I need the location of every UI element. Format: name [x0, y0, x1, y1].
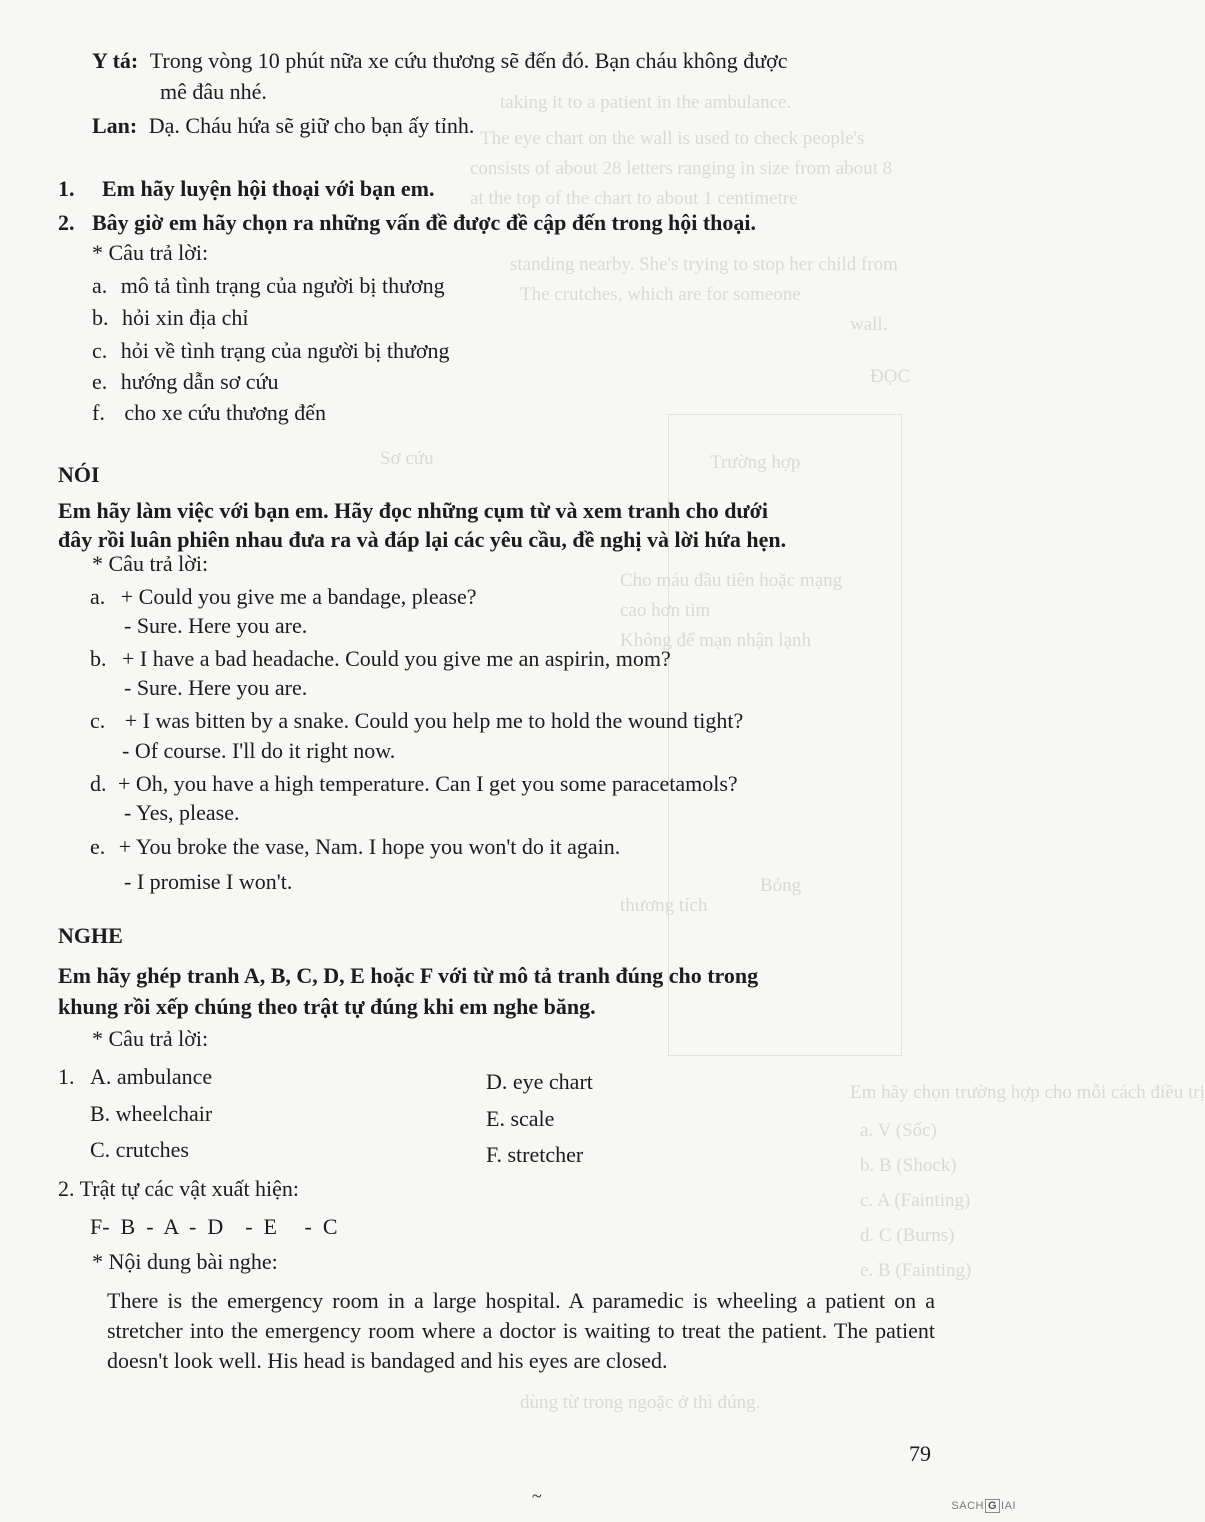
exchange-request: + I have a bad headache. Could you give me an aspirin, mom? [122, 646, 671, 671]
task-2 [58, 208, 756, 238]
match-item: B. wheelchair [90, 1101, 213, 1126]
brand-text-pre: SACH [951, 1500, 984, 1512]
exchange-response: - Sure. Here you are. [124, 613, 308, 638]
exchange-question [90, 706, 743, 736]
exchange-question [90, 832, 620, 862]
answer-text: hỏi xin địa chỉ [122, 305, 249, 330]
task-1 [58, 174, 434, 204]
answer-item [92, 303, 248, 333]
exchange-response: - Of course. I'll do it right now. [122, 738, 396, 763]
exchange-question [90, 582, 477, 612]
task-1-text: Em hãy luyện hội thoại với bạn em. [102, 176, 435, 201]
match-item: C. crutches [90, 1137, 189, 1162]
match-item: F. stretcher [486, 1142, 584, 1167]
exchange-request: + You broke the vase, Nam. I hope you won't do it again. [118, 834, 621, 859]
exchange-response: - Sure. Here you are. [124, 675, 308, 700]
nghe-answer-label: * Câu trả lời: [92, 1026, 209, 1051]
noi-instruction-line-1: Em hãy làm việc với bạn em. Hãy đọc những cụm từ và xem tranh cho dưới [58, 498, 768, 523]
brand-text-post: IAI [1001, 1500, 1016, 1512]
dialogue-line-lan [92, 111, 474, 141]
answer-letter: c. [92, 338, 108, 363]
listening-passage: There is the emergency room in a large hospital. A paramedic is wheeling a patient on a stretcher into the emergency room where a doctor is waiting to treat the patient. The patient doesn't look well. His head is bandaged and his eyes are closed. [107, 1288, 935, 1373]
q2-text: 2. Trật tự các vật xuất hiện: [58, 1176, 300, 1201]
task-1-number: 1. [58, 176, 75, 201]
q1-number: 1. [58, 1064, 75, 1089]
nghe-instruction-line-2: khung rồi xếp chúng theo trật tự đúng khi em nghe băng. [58, 994, 596, 1019]
order-sequence: F- B - A - D - E - C [90, 1214, 338, 1239]
answer-item [92, 398, 326, 428]
exchange-label: e. [90, 834, 106, 859]
brand-logo-box: G [985, 1499, 1000, 1513]
answer-item [92, 367, 278, 397]
exchange-label: c. [90, 708, 106, 733]
task-2-text: Bây giờ em hãy chọn ra những vấn đề được đề cập đến trong hội thoại. [92, 210, 757, 235]
exchange-request: + I was bitten by a snake. Could you help me to hold the wound tight? [124, 708, 744, 733]
exchange-request: + Oh, you have a high temperature. Can I get you some paracetamols? [118, 771, 738, 796]
exchange-request: + Could you give me a bandage, please? [120, 584, 477, 609]
exchange-question [90, 644, 671, 674]
match-item: E. scale [486, 1106, 555, 1131]
answer-item [92, 336, 450, 366]
answer-item [92, 271, 445, 301]
exchange-label: d. [90, 771, 107, 796]
nurse-text: Trong vòng 10 phút nữa xe cứu thương sẽ đến đó. Bạn cháu không được [149, 48, 788, 73]
scan-mark: ~ [532, 1486, 542, 1506]
speaker-nurse: Y tá: [92, 48, 139, 73]
answer-letter: e. [92, 369, 108, 394]
task-2-number: 2. [58, 210, 75, 235]
page-number: 79 [909, 1441, 931, 1466]
task-answer-label: * Câu trả lời: [92, 240, 209, 265]
dialogue-line-nurse [92, 46, 788, 76]
noi-instruction-line-2: đây rồi luân phiên nhau đưa ra và đáp lại các yêu cầu, đề nghị và lời hứa hẹn. [58, 527, 787, 552]
exchange-question [90, 769, 738, 799]
exchange-label: b. [90, 646, 107, 671]
answer-text: hướng dẫn sơ cứu [120, 369, 279, 394]
document-page: taking it to a patient in the ambulance. The eye chart on the wall is used to check people's consists of about 28 letters ranging in size from about 8 at the top of the chart to about 1 centimetre standing nearby. She's trying to stop her child from The crutches, which are for someone wall. ĐỌC Trường hợp Sơ cứu Cho máu đầu tiên hoặc mạng cao hơn tim Không để mạn nhận lạnh Bỏng thương tích Em hãy chọn trường hợp cho mỗi cách điều trị a. V (Sốc) b. B (Shock) c. A (Fainting) d. C (Burns) e. B (Fainting) dùng từ trong ngoặc ở thì đúng. Y tá: Trong vòng 10 phút nữa xe cứu thương sẽ đến đó. Bạn cháu không được mê đâu nhé. Lan: Dạ. Cháu hứa sẽ giữ cho bạn ấy tỉnh. 1. Em hãy luyện hội thoại với bạn em. 2. Bây giờ em hãy chọn ra những vấn đề được đề cập đến trong hội thoại. * Câu trả lời: a. mô tả tình trạng của người bị thương b. hỏi xin địa chỉ c. hỏi về tình trạng của người bị thương e. hướng dẫn sơ cứu f. cho xe cứu thương đến NÓI Em hãy làm việc với bạn em. Hãy đọc những cụm từ và xem tranh cho dưới đây rồi luân phiên nhau đưa ra và đáp lại các yêu cầu, đề nghị và lời hứa hẹn. * Câu trả lời: a. + Could you give me a bandage, please? - Sure. Here you are. b. + I have a bad headache. Could you give me an aspirin, mom? - Sure. Here you are. c. + I was bitten by a snake. Could you help me to hold the wound tight? - Of course. I'll do it right now. d. + Oh, you have a high temperature. Can I get you some paracetamols? - Yes, please. e. + You broke the vase, Nam. I hope you won't do it again. - I promise I won't. NGHE Em hãy ghép tranh A, B, C, D, E hoặc F với từ mô tả tranh đúng cho trong khung rồi xếp chúng theo trật tự đúng khi em nghe băng. * Câu trả lời: 1. A. ambulance B. wheelchair C. crutches D. eye chart E. scale F. stretcher 2. Trật tự các vật xuất hiện: F- B - A - D - E - C * Nội dung bài nghe: There is the emergency room in a large hospital. A paramedic is wheeling a patient on a stretcher into the emergency room where a doctor is waiting to treat the patient. The patient doesn't look well. His head is bandaged and his eyes are closed. 79 ~ SACH G IAI [58, 48, 1205, 1512]
answer-text: cho xe cứu thương đến [124, 400, 326, 425]
watermark-logo [951, 1499, 1016, 1513]
answer-text: hỏi về tình trạng của người bị thương [120, 338, 450, 363]
listening-content-label: * Nội dung bài nghe: [92, 1249, 278, 1274]
answer-letter: f. [92, 400, 105, 425]
section-heading-nghe: NGHE [58, 923, 123, 948]
exchange-response: - Yes, please. [124, 800, 240, 825]
answer-letter: b. [92, 305, 109, 330]
lan-text: Dạ. Cháu hứa sẽ giữ cho bạn ấy tỉnh. [148, 113, 475, 138]
nghe-instruction-line-1: Em hãy ghép tranh A, B, C, D, E hoặc F với từ mô tả tranh đúng cho trong [58, 963, 759, 988]
match-item: D. eye chart [486, 1069, 593, 1094]
speaker-lan: Lan: [92, 113, 138, 138]
answer-text: mô tả tình trạng của người bị thương [120, 273, 445, 298]
exchange-label: a. [90, 584, 106, 609]
match-item: A. ambulance [90, 1064, 213, 1089]
section-heading-noi: NÓI [58, 462, 100, 487]
answer-letter: a. [92, 273, 108, 298]
noi-answer-label: * Câu trả lời: [92, 551, 209, 576]
exchange-response: - I promise I won't. [124, 869, 293, 894]
nurse-text-cont: mê đâu nhé. [160, 79, 267, 104]
